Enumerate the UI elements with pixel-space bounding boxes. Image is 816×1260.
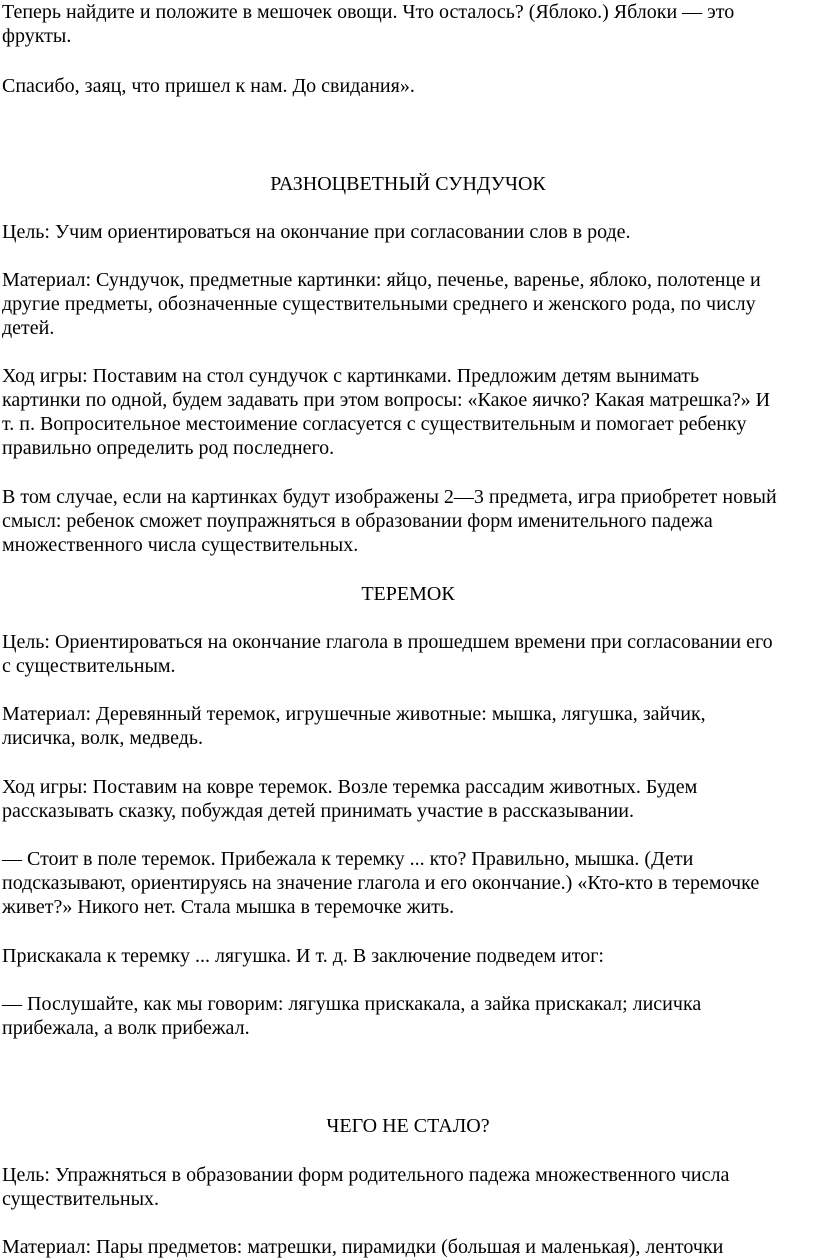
text-line: детей. <box>2 317 55 339</box>
section-title-teremok: ТЕРЕМОК <box>361 583 455 605</box>
text-line: подсказывают, ориентируясь на значение глагола и его окончание.) «Кто-кто в теремочке <box>2 872 760 894</box>
paragraph-intro <box>2 0 814 48</box>
section-title-what-is-missing: ЧЕГО НЕ СТАЛО? <box>326 1115 490 1137</box>
text-line: рассказывать сказку, побуждая детей принимать участие в рассказывании. <box>2 800 635 822</box>
paragraph-goal <box>2 220 814 244</box>
text-line: Цель: Упражняться в образовании форм родительного падежа множественного числа <box>2 1164 730 1186</box>
text-line: Спасибо, заяц, что пришел к нам. До свидания». <box>2 75 415 97</box>
text-line: с существительным. <box>2 655 176 677</box>
section-title-chest: РАЗНОЦВЕТНЫЙ СУНДУЧОК <box>270 173 546 195</box>
text-line: Цель: Учим ориентироваться на окончание при согласовании слов в роде. <box>2 221 631 243</box>
text-line: т. п. Вопросительное местоимение согласуется с существительным и помогает ребенку <box>2 413 747 435</box>
paragraph-game-progress <box>2 364 814 460</box>
text-line: Ход игры: Поставим на ковре теремок. Возле теремка рассадим животных. Будем <box>2 776 698 798</box>
text-line: живет?» Никого нет. Стала мышка в теремочке жить. <box>2 896 455 918</box>
text-line: Ход игры: Поставим на стол сундучок с картинками. Предложим детям вынимать <box>2 365 700 387</box>
text-line: прибежала, а волк прибежал. <box>2 1017 250 1039</box>
text-line: лисичка, волк, медведь. <box>2 727 204 749</box>
paragraph-material <box>2 1235 814 1259</box>
text-line: В том случае, если на картинках будут изображены 2—3 предмета, игра приобретет новый <box>2 486 777 508</box>
paragraph-material <box>2 268 814 340</box>
paragraph-goal <box>2 630 814 678</box>
text-line: Материал: Сундучок, предметные картинки: яйцо, печенье, варенье, яблоко, полотенце и <box>2 269 761 291</box>
text-line: Цель: Ориентироваться на окончание глагола в прошедшем времени при согласовании его <box>2 631 773 653</box>
text-line: множественного числа существительных. <box>2 534 359 556</box>
text-line: смысл: ребенок сможет поупражняться в образовании форм именительного падежа <box>2 510 713 532</box>
paragraph-game-progress <box>2 775 814 823</box>
text-line: Материал: Деревянный теремок, игрушечные животные: мышка, лягушка, зайчик, <box>2 703 706 725</box>
text-line: Теперь найдите и положите в мешочек овощи. Что осталось? (Яблоко.) Яблоки — это <box>2 1 735 23</box>
text-line: правильно определить род последнего. <box>2 437 335 459</box>
text-line: Прискакала к теремку ... лягушка. И т. д. В заключение подведем итог: <box>2 945 604 967</box>
paragraph-dialogue <box>2 847 814 919</box>
text-line: — Стоит в поле теремок. Прибежала к теремку ... кто? Правильно, мышка. (Дети <box>2 848 694 870</box>
paragraph-material <box>2 702 814 750</box>
paragraph-variant <box>2 485 814 557</box>
paragraph-summary <box>2 992 814 1040</box>
paragraph-goal <box>2 1163 814 1211</box>
paragraph-continuation <box>2 944 814 968</box>
paragraph-farewell <box>2 74 814 98</box>
text-line: — Послушайте, как мы говорим: лягушка прискакала, а зайка прискакал; лисичка <box>2 993 702 1015</box>
text-line: существительных. <box>2 1188 160 1210</box>
text-line: картинки по одной, будем задавать при этом вопросы: «Какое яичко? Какая матрешка?» И <box>2 389 771 411</box>
text-line: фрукты. <box>2 25 72 47</box>
text-line: Материал: Пары предметов: матрешки, пирамидки (большая и маленькая), ленточки <box>2 1236 724 1258</box>
text-line: другие предметы, обозначенные существительными среднего и женского рода, по числу <box>2 293 756 315</box>
